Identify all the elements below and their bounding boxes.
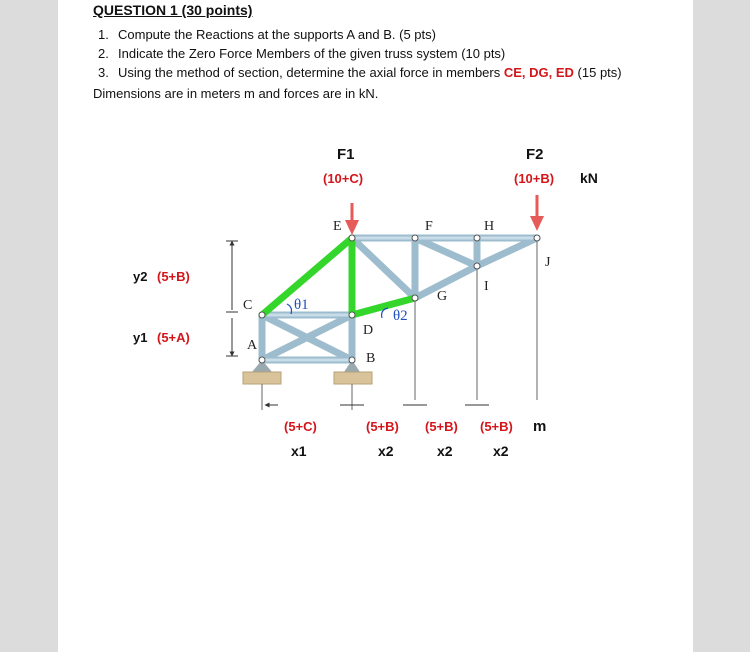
node-label-h: H (484, 219, 495, 234)
node-label-a: A (247, 338, 258, 353)
vertical-dimensions (226, 241, 238, 356)
dim-x2a-value: (5+B) (366, 419, 399, 434)
task-text: Compute the Reactions at the supports A and B. (5 pts) (118, 27, 436, 42)
dim-y1-name: y1 (133, 330, 148, 345)
task-number: 1. (98, 27, 109, 42)
highlighted-members: CE, DG, ED (503, 65, 574, 80)
dim-y2-value: (5+B) (157, 269, 190, 284)
question-title: QUESTION 1 (30 points) (93, 2, 253, 18)
node-label-f: F (425, 219, 433, 234)
task-text: Using the method of section, determine the axial force in members (118, 65, 504, 80)
dim-y1-value: (5+A) (157, 330, 190, 345)
force1-value: (10+C) (323, 171, 364, 186)
vertical-dim-labels (133, 269, 190, 345)
dim-x2b-name: x2 (437, 443, 453, 459)
task-number: 2. (98, 46, 109, 61)
dim-x2c-name: x2 (493, 443, 509, 459)
joint-c (259, 312, 265, 318)
dim-x2c-value: (5+B) (480, 419, 513, 434)
member-eg-light (352, 238, 415, 298)
joint-j (534, 235, 540, 241)
support-a (243, 360, 281, 384)
force2-name: F2 (526, 146, 544, 163)
node-label-b: B (366, 351, 376, 366)
joint-f (412, 235, 418, 241)
member-ij (477, 238, 537, 266)
joint-d (349, 312, 355, 318)
joint-g (412, 295, 418, 301)
dim-x1-value: (5+C) (284, 419, 317, 434)
node-label-d: D (363, 323, 374, 338)
dim-x2a-name: x2 (378, 443, 394, 459)
dim-x1-name: x1 (291, 443, 307, 459)
node-label-g: G (437, 289, 448, 304)
angle1-label: θ1 (294, 297, 309, 313)
joint-b (349, 357, 355, 363)
task-number: 3. (98, 65, 109, 80)
force2-value: (10+B) (514, 171, 555, 186)
joint-a (259, 357, 265, 363)
horizontal-dim-labels (284, 418, 546, 459)
load-arrow-f1 (345, 203, 359, 235)
joint-i (474, 263, 480, 269)
task-text-suffix: (15 pts) (573, 65, 622, 80)
node-label-j: J (545, 255, 551, 270)
joint-e (349, 235, 355, 241)
force-labels (323, 146, 598, 186)
force1-name: F1 (337, 146, 355, 163)
support-posts (262, 238, 537, 410)
joint-h (474, 235, 480, 241)
load-arrow-f2 (530, 195, 544, 231)
dimensions-note: Dimensions are in meters m and forces are in kN. (93, 86, 379, 101)
force-unit: kN (580, 170, 598, 186)
task-text: Indicate the Zero Force Members of the given truss system (10 pts) (118, 46, 506, 61)
dim-unit: m (533, 418, 547, 435)
dim-y2-name: y2 (133, 269, 148, 284)
node-label-e: E (333, 219, 342, 234)
member-fi (415, 238, 477, 266)
dim-x2b-value: (5+B) (425, 419, 458, 434)
angle2-label: θ2 (393, 308, 408, 324)
node-label-i: I (484, 279, 489, 294)
node-label-c: C (243, 298, 253, 313)
